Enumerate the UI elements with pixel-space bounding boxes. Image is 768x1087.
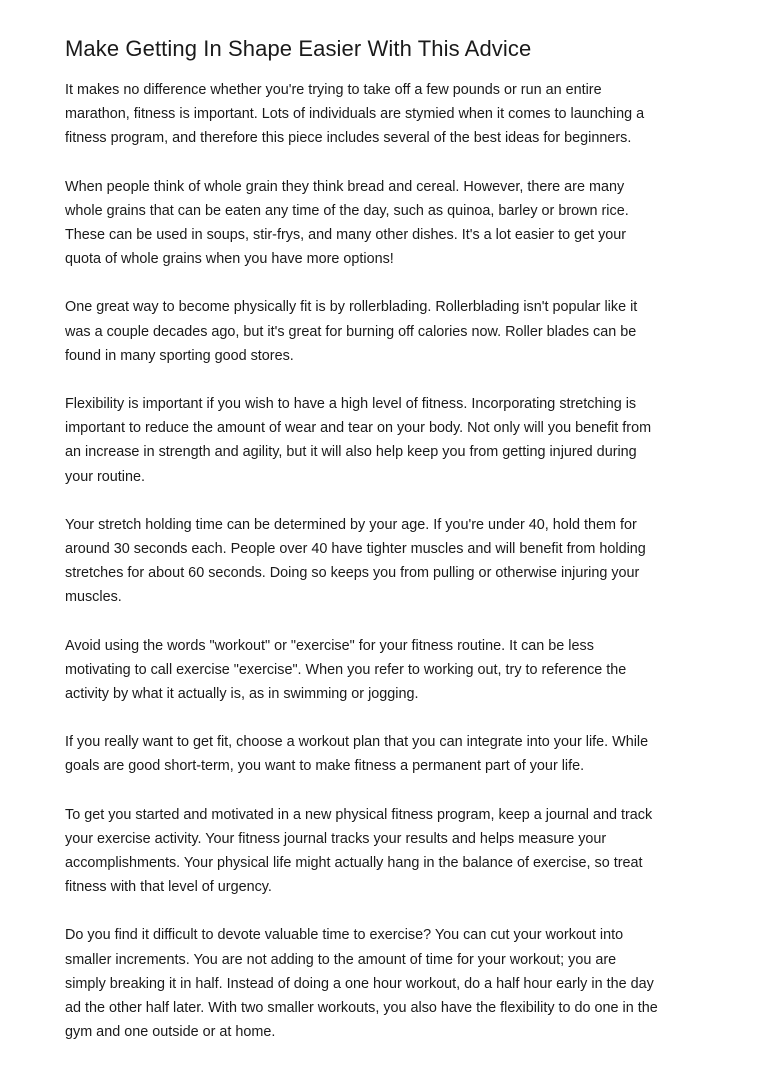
paragraph-line: fitness program, and therefore this piece includes several of the best ideas for beginners. xyxy=(65,130,632,147)
paragraph-line: activity by what it actually is, as in swimming or jogging. xyxy=(65,686,419,703)
paragraph-line: It makes no difference whether you're trying to take off a few pounds or run an entire xyxy=(65,82,602,98)
paragraph xyxy=(65,634,715,707)
paragraph-line: smaller increments. You are not adding to the amount of time for your workout; you are xyxy=(65,951,617,968)
paragraph xyxy=(65,513,715,610)
document-title: Make Getting In Shape Easier With This Advice xyxy=(65,36,532,61)
paragraph xyxy=(65,78,715,151)
paragraph-line: gym and one outside or at home. xyxy=(65,1024,276,1041)
paragraph-line: an increase in strength and agility, but it will also help keep you from getting injured during xyxy=(65,444,637,461)
document-body xyxy=(65,78,715,1045)
paragraph xyxy=(65,295,715,368)
paragraph xyxy=(65,175,715,272)
paragraph-line: ad the other half later. With two smaller workouts, you also have the flexibility to do one in the xyxy=(65,1000,658,1017)
paragraph-line: your routine. xyxy=(65,468,145,485)
paragraph xyxy=(65,923,715,1044)
paragraph-line: One great way to become physically fit is by rollerblading. Rollerblading isn't popular like it xyxy=(65,299,638,316)
paragraph xyxy=(65,730,715,778)
paragraph-line: your exercise activity. Your fitness journal tracks your results and helps measure your xyxy=(65,830,607,847)
paragraph-line: found in many sporting good stores. xyxy=(65,347,294,364)
paragraph-line: When people think of whole grain they think bread and cereal. However, there are many xyxy=(65,178,625,195)
paragraph-line: Flexibility is important if you wish to have a high level of fitness. Incorporating stretching is xyxy=(65,396,637,413)
paragraph-line: goals are good short-term, you want to make fitness a permanent part of your life. xyxy=(65,758,585,775)
paragraph-line: marathon, fitness is important. Lots of individuals are stymied when it comes to launching a xyxy=(65,106,645,123)
paragraph-line: stretches for about 60 seconds. Doing so keeps you from pulling or otherwise injuring your xyxy=(65,565,640,582)
paragraph-line: Do you find it difficult to devote valuable time to exercise? You can cut your workout into xyxy=(65,927,624,944)
paragraph-line: simply breaking it in half. Instead of doing a one hour workout, do a half hour early in the day xyxy=(65,975,654,992)
paragraph-line: around 30 seconds each. People over 40 have tighter muscles and will benefit from holding xyxy=(65,541,646,558)
paragraph-line: fitness with that level of urgency. xyxy=(65,879,272,896)
paragraph xyxy=(65,392,715,489)
paragraph-line: important to reduce the amount of wear and tear on your body. Not only will you benefit from xyxy=(65,420,652,437)
paragraph-line: muscles. xyxy=(65,589,122,606)
paragraph-line: Your stretch holding time can be determined by your age. If you're under 40, hold them for xyxy=(65,516,637,533)
paragraph-line: accomplishments. Your physical life might actually hang in the balance of exercise, so treat xyxy=(65,855,643,872)
paragraph-line: was a couple decades ago, but it's great for burning off calories now. Roller blades can be xyxy=(65,323,637,340)
paragraph-line: To get you started and motivated in a new physical fitness program, keep a journal and track xyxy=(65,806,653,823)
paragraph-line: whole grains that can be eaten any time of the day, such as quinoa, barley or brown rice. xyxy=(65,202,629,219)
paragraph xyxy=(65,803,715,900)
paragraph-line: If you really want to get fit, choose a workout plan that you can integrate into your life. While xyxy=(65,734,649,751)
document-page xyxy=(65,34,715,1069)
paragraph-line: These can be used in soups, stir-frys, and many other dishes. It's a lot easier to get your xyxy=(65,227,627,244)
paragraph-line: motivating to call exercise "exercise". When you refer to working out, try to reference the xyxy=(65,661,627,678)
paragraph-line: Avoid using the words "workout" or "exercise" for your fitness routine. It can be less xyxy=(65,637,594,654)
paragraph-line: quota of whole grains when you have more options! xyxy=(65,251,394,268)
